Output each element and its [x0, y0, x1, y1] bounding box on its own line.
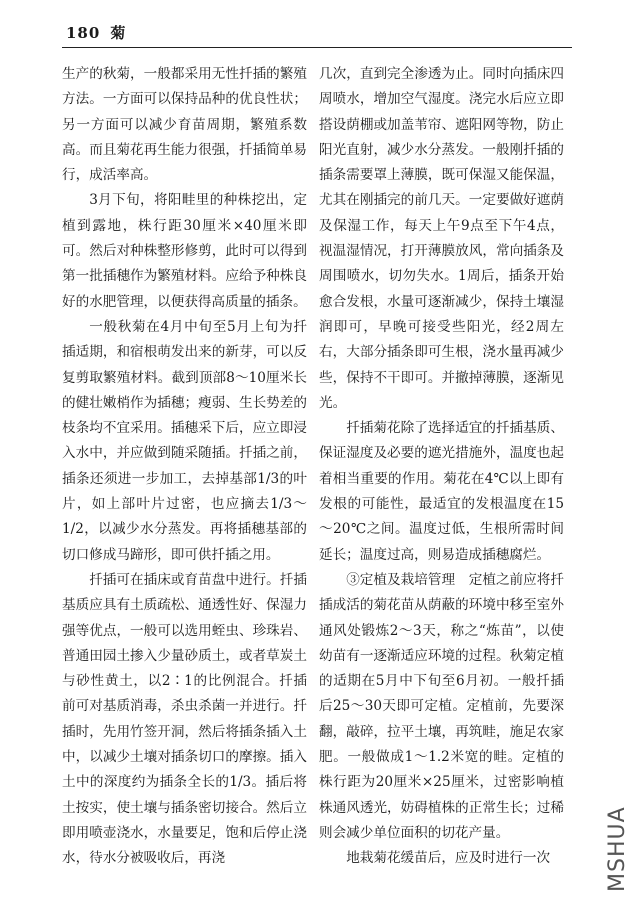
running-head	[66, 22, 126, 43]
running-title: 菊	[110, 24, 127, 42]
page-number: 180	[66, 24, 101, 42]
paragraph: 扦插可在插床或育苗盘中进行。扦插基质应具有土质疏松、通透性好、保湿力强等优点，一般可以选用蛭虫、珍珠岩、普通田园土掺入少量砂质土，或者草炭土与砂性黄土，以2∶1的比例混合。扦插前可对基质消毒，杀虫杀菌一并进行。扦插时，先用竹签开洞，然后将插条插入土中，以减少土壤对插条切口的摩擦。插入土中的深度约为插条全长的1/3。插后将土按实，使土壤与插条密切接合。然后立即用喷壶浇水，水量要足，饱和后停止浇水，待水分被吸收后，再浇	[62, 571, 307, 867]
watermark-text: MSHUA	[605, 806, 630, 892]
paragraph: 生产的秋菊，一般都采用无性扦插的繁殖方法。一方面可以保持品种的优良性状；另一方面可以减少育苗周期，繁殖系数高。而且菊花再生能力很强，扦插简单易行，成活率高。	[62, 66, 307, 184]
paragraph: ③定植及栽培管理 定植之前应将扦插成活的菊花苗从荫蔽的环境中移至室外通风处锻炼2～3天，称之“炼苗”，以使幼苗有一逐渐适应环境的过程。秋菊定植的适期在5月中下旬至6月初。一般扦插后25～30天即可定植。定植前，先要深翻，敲碎，拉平土壤，再筑畦，施足农家肥。一般做成1～1.2米宽的畦。定植的株行距为20厘米×25厘米，过密影响植株通风透光，妨碍植株的正常生长；过稀则会减少单位面积的切花产量。	[319, 571, 564, 841]
paragraph: 3月下旬，将阳畦里的种株挖出，定植到露地，株行距30厘米×40厘米即可。然后对种株整形修剪，此时可以得到第一批插穗作为繁殖材料。应给予种株良好的水肥管理，以便获得高质量的插条。	[62, 192, 307, 310]
header-rule	[62, 47, 572, 48]
right-column	[319, 62, 564, 872]
watermark	[578, 770, 630, 900]
paragraph: 地栽菊花缓苗后，应及时进行一次	[346, 850, 551, 867]
paragraph: 一般秋菊在4月中旬至5月上旬为扦插适期，和宿根萌发出来的新芽，可以反复剪取繁殖材料。截到顶部8～10厘米长的健壮嫩梢作为插穗；瘦弱、生长势差的枝条均不宜采用。插穗采下后，应立即浸入水中，并应做到随采随插。扦插之前，插条还须进一步加工，去掉基部1/3的叶片，如上部叶片过密，也应摘去1/3～1/2，以减少水分蒸发。再将插穗基部的切口修成马蹄形，即可供扦插之用。	[62, 318, 307, 563]
paragraph: 几次，直到完全渗透为止。同时向插床四周喷水，增加空气湿度。浇完水后应立即搭设荫棚或加盖苇帘、遮阳网等物，防止阳光直射，减少水分蒸发。一般刚扦插的插条需要罩上薄膜，既可保湿又能保温，尤其在刚插完的前几天。一定要做好遮荫及保湿工作，每天上午9点至下午4点，视温湿情况，打开薄膜放风，常向插条及周围喷水，切勿失水。1周后，插条开始愈合发根，水量可逐渐减少，保持土壤湿润即可，早晚可接受些阳光，经2周左右，大部分插条即可生根，浇水量再减少些，保持不干即可。并撤掉薄膜，逐渐见光。	[319, 66, 564, 411]
paragraph: 扦插菊花除了选择适宜的扦插基质、保证湿度及必要的遮光措施外，温度也起着相当重要的作用。菊花在4℃以上即有发根的可能性，最适宜的发根温度在15～20℃之间。温度过低，生根所需时间延长；温度过高，则易造成插穗腐烂。	[319, 420, 564, 563]
left-column	[62, 62, 307, 872]
